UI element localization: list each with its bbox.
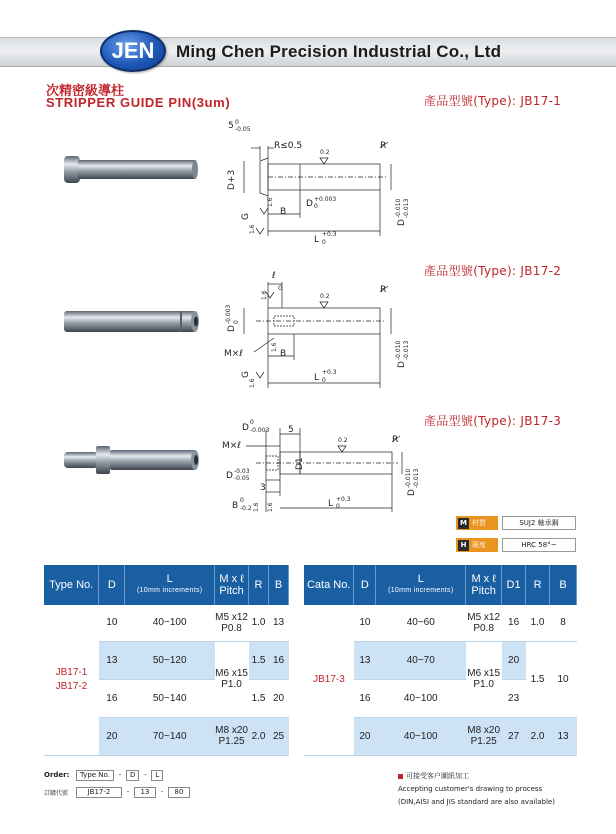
- hardness-label: 硬度: [472, 541, 486, 549]
- note-en-1: Accepting customer's drawing to process: [398, 785, 543, 793]
- type-cell: [44, 605, 99, 755]
- dim-l-3-lower: 0: [336, 503, 340, 510]
- cell-b: 20: [269, 679, 289, 717]
- dim-5-tol-upper: 0: [235, 119, 239, 126]
- dim-b-3: B: [232, 501, 239, 511]
- title-chinese: 次精密級導柱: [46, 84, 125, 99]
- dim-d-left: D: [227, 325, 237, 332]
- cell-b: 16: [269, 641, 289, 679]
- dim-3: 3: [260, 483, 266, 493]
- cell-l: 40~60: [376, 605, 466, 641]
- cell-r: 2.0: [249, 717, 269, 755]
- order-dash-2: -: [144, 771, 147, 779]
- dim-l-3: L: [328, 499, 334, 509]
- dim-d-l3-lower: -0.05: [234, 475, 250, 482]
- surface-0-2-b: 0.2: [320, 293, 330, 300]
- cell-l: 40~70: [376, 641, 466, 679]
- dim-d-tol: D: [306, 199, 313, 209]
- notes: [398, 770, 555, 809]
- cell-m: M6 x15: [467, 668, 501, 679]
- th-d1: D1: [502, 565, 526, 605]
- cell-mxl: [466, 717, 502, 755]
- dim-5: 5: [228, 121, 234, 131]
- pin-image-jb17-2: [60, 302, 200, 342]
- order-example-d: 13: [134, 787, 156, 798]
- dim-mxl-3: M×ℓ: [222, 441, 242, 451]
- dim-g-2: G: [241, 371, 251, 378]
- cell-mxl: [466, 605, 502, 641]
- dim-l-3-upper: +0.3: [336, 496, 351, 503]
- roughness-1-6-mid: 1.6: [271, 342, 278, 352]
- cell-p: P1.0: [473, 679, 494, 690]
- cell-d1: 16: [502, 605, 526, 641]
- cell-d: 16: [354, 679, 376, 717]
- dim-d-right-2-lower: -0.013: [403, 340, 410, 360]
- order-field-type: Type No.: [76, 770, 114, 781]
- dim-d3: D+3: [227, 169, 237, 190]
- order-example-l: 80: [168, 787, 190, 798]
- th-l: [376, 565, 466, 605]
- cell-p: P0.8: [473, 622, 494, 634]
- roughness-1-6-d: 1.6: [253, 502, 260, 512]
- order-field-l: L: [151, 770, 163, 781]
- pin-image-jb17-1: [60, 150, 200, 190]
- type-label-jb17-1: 產品型號(Type): JB17-1: [424, 94, 562, 108]
- dim-l-2-upper: +0.3: [322, 369, 337, 376]
- table-row: [304, 605, 577, 641]
- cell-l: 40~100: [376, 717, 466, 755]
- dim-d-l3-upper: -0.03: [234, 468, 250, 475]
- roughness-1-6-bottom: 1.6: [249, 378, 256, 388]
- cell-m: M5 x12: [467, 611, 501, 623]
- dim-d-3-lower: -0.003: [250, 427, 270, 434]
- dim-d-right: D: [397, 219, 407, 226]
- th-l-sub: (10mm increments): [136, 587, 203, 594]
- material-value: SUJ2 軸承鋼: [502, 516, 576, 530]
- cell-m: M8 x20: [467, 725, 501, 736]
- cell-l: 40~100: [376, 679, 466, 717]
- material-row: [456, 514, 576, 532]
- cell-d: 13: [354, 641, 376, 679]
- dim-g: G: [241, 213, 251, 220]
- dim-d-right-3-lower: -0.013: [413, 468, 420, 488]
- cell-l: 40~100: [125, 605, 215, 641]
- roughness-1-6-top: 1.6: [261, 290, 268, 300]
- cell-b: 13: [550, 717, 577, 755]
- cell-b: 25: [269, 717, 289, 755]
- dim-d-3-upper: 0: [250, 419, 254, 426]
- note-bullet-icon: [398, 774, 403, 779]
- cell-l: 70~140: [125, 717, 215, 755]
- cell-r: 1.0: [249, 605, 269, 641]
- cell-d1: 27: [502, 717, 526, 755]
- cell-b: 10: [550, 641, 577, 717]
- th-l-sub: (10mm increments): [388, 587, 454, 594]
- cell-p: P1.0: [221, 679, 242, 690]
- dim-r-b: R: [380, 285, 387, 295]
- cell-mxl: [215, 605, 249, 641]
- th-cata: Cata No.: [304, 565, 354, 605]
- dim-d-left-lower: 0: [233, 320, 240, 324]
- th-mxl-label: M x ℓ: [219, 573, 244, 585]
- pin-image-jb17-3: [60, 440, 200, 480]
- cell-l: 50~140: [125, 679, 215, 717]
- cell-d: 20: [354, 717, 376, 755]
- order-field-d: D: [126, 770, 139, 781]
- dim-l-upper: +0.3: [322, 231, 337, 238]
- dim-d-right-upper: -0.010: [395, 198, 402, 218]
- cell-mxl: [466, 641, 502, 717]
- dim-d-l3: D: [226, 471, 233, 481]
- order-label: Order: [44, 771, 67, 779]
- cell-p: P1.25: [218, 736, 245, 747]
- cell-r: 1.5: [526, 641, 550, 717]
- th-d: D: [354, 565, 376, 605]
- th-d: D: [99, 565, 125, 605]
- cell-p: P1.25: [470, 736, 497, 747]
- dim-d-left-upper: -0.003: [225, 304, 232, 324]
- cell-d1: 23: [502, 679, 526, 717]
- th-pitch-label: Pitch: [471, 585, 496, 597]
- order-example-label: 訂購代號: [44, 789, 69, 797]
- dim-l-2-lower: 0: [322, 377, 326, 384]
- hardness-value: HRC 58°~: [502, 538, 576, 552]
- cell-m: M6 x15: [215, 668, 248, 679]
- th-mxl: [215, 565, 249, 605]
- dim-b-3-upper: 0: [240, 497, 244, 504]
- dim-l-lower: 0: [322, 239, 326, 246]
- company-name: Ming Chen Precision Industrial Co., Ltd: [176, 42, 502, 61]
- dim-d-right-3-upper: -0.010: [405, 468, 412, 488]
- order-section: [44, 768, 190, 802]
- dim-g-top: G: [278, 285, 283, 292]
- th-l: [125, 565, 215, 605]
- hardness-key: H: [458, 540, 469, 551]
- dim-d-right-lower: -0.013: [403, 198, 410, 218]
- surface-0-2: 0.2: [320, 149, 330, 156]
- order-dash-3: -: [126, 788, 130, 796]
- spec-table-jb17-3: [304, 565, 577, 756]
- jen-logo: JEN: [100, 30, 166, 72]
- dim-5-tol-lower: -0.05: [235, 126, 251, 133]
- cell-r: 1.5: [249, 641, 269, 679]
- roughness-1-6-a: 1.6: [267, 197, 274, 207]
- dim-r-c: R: [392, 435, 399, 445]
- drawing-jb17-2: [216, 268, 426, 398]
- roughness-1-6-b: 1.6: [249, 224, 256, 234]
- th-mxl: [466, 565, 502, 605]
- th-l-label: L: [417, 573, 424, 585]
- cell-d: 10: [354, 605, 376, 641]
- dim-d1: D1: [295, 457, 305, 470]
- type-cell: JB17-3: [304, 605, 354, 755]
- dim-5-b: 5: [288, 425, 294, 435]
- spec-table-jb17-1-2: [44, 565, 289, 756]
- material-legend: [456, 514, 576, 558]
- cell-d: 13: [99, 641, 125, 679]
- dim-d-3: D: [242, 423, 249, 433]
- dim-l: L: [314, 235, 320, 245]
- cell-mxl: [215, 717, 249, 755]
- note-cn: 可接受客户圖紙加工: [406, 772, 469, 780]
- title-english: STRIPPER GUIDE PIN(3um): [46, 95, 231, 110]
- cell-r: 2.0: [526, 717, 550, 755]
- cell-d: 16: [99, 679, 125, 717]
- dim-r: R: [380, 141, 387, 151]
- dim-d-right-2: D: [397, 361, 407, 368]
- th-b: B: [550, 565, 577, 605]
- order-dash-1: -: [118, 771, 122, 779]
- cell-r: 1.0: [526, 605, 550, 641]
- th-b: B: [269, 565, 289, 605]
- dim-mxl: M×ℓ: [224, 349, 244, 359]
- cell-m: M5 x12: [215, 611, 248, 623]
- cell-m: M8 x20: [215, 725, 248, 736]
- dim-r05: R≤0.5: [274, 141, 303, 151]
- dim-b-2: B: [280, 349, 287, 359]
- cell-d: 10: [99, 605, 125, 641]
- th-type: Type No.: [44, 565, 99, 605]
- cell-d1: 20: [502, 641, 526, 679]
- dim-d-tol-lower: 0: [314, 203, 318, 210]
- type-label-jb17-2: 產品型號(Type): JB17-2: [424, 264, 562, 278]
- cell-b: 8: [550, 605, 577, 641]
- dim-b-3-lower: -0.2: [240, 505, 252, 512]
- material-key: M: [458, 518, 469, 529]
- dim-b: B: [280, 207, 287, 217]
- note-en-2: (DIN,AISI and JIS standard are also available): [398, 798, 555, 806]
- th-r: R: [526, 565, 550, 605]
- order-example-row: [44, 785, 190, 799]
- dim-l-2: L: [314, 373, 320, 383]
- cell-b: 13: [269, 605, 289, 641]
- drawing-jb17-1: [216, 118, 426, 248]
- roughness-1-6-c: 1.6: [267, 502, 274, 512]
- th-pitch-label: Pitch: [219, 585, 244, 597]
- dim-d-tol-upper: +0.003: [314, 196, 337, 203]
- type-name-1: JB17-1: [55, 666, 88, 678]
- table-row: [44, 605, 289, 641]
- order-example-type: JB17-2: [76, 787, 122, 798]
- cell-r: 1.5: [249, 679, 269, 717]
- type-label-jb17-3: 產品型號(Type): JB17-3: [424, 414, 562, 428]
- th-mxl-label: M x ℓ: [471, 573, 496, 585]
- order-dash-4: -: [160, 788, 164, 796]
- th-l-label: L: [166, 573, 173, 585]
- dim-d-right-3: D: [407, 489, 417, 496]
- order-format-row: Order: Type No. - D - L: [44, 768, 190, 782]
- th-r: R: [249, 565, 269, 605]
- cell-p: P0.8: [221, 622, 242, 634]
- hardness-row: [456, 536, 576, 554]
- cell-d: 20: [99, 717, 125, 755]
- surface-0-2-c: 0.2: [338, 437, 348, 444]
- type-name-2: JB17-2: [55, 680, 88, 692]
- cell-l: 50~120: [125, 641, 215, 679]
- cell-mxl: [215, 641, 249, 717]
- dim-d-right-2-upper: -0.010: [395, 340, 402, 360]
- material-label: 材質: [472, 519, 486, 527]
- dim-ell: ℓ: [272, 271, 276, 281]
- drawing-jb17-3: [216, 418, 426, 518]
